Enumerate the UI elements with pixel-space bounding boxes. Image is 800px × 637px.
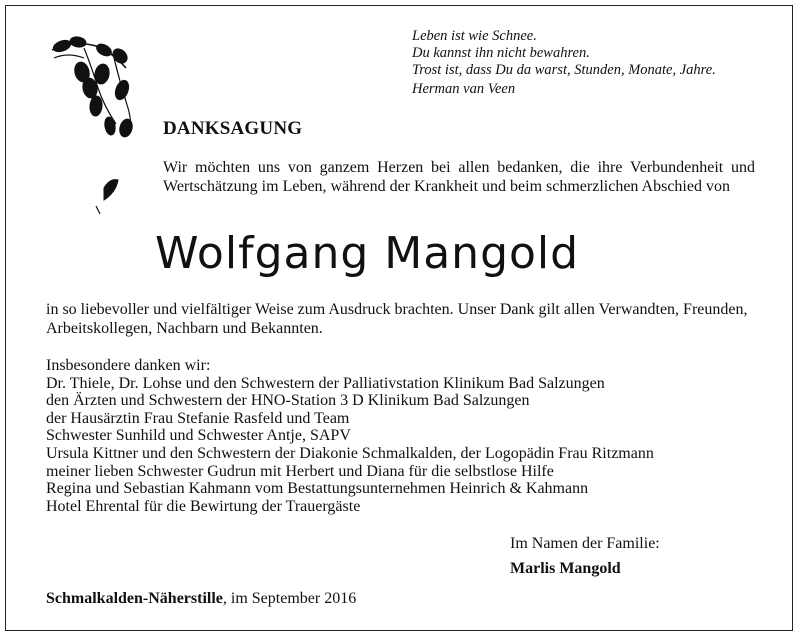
thanks-paragraph: in so liebevoller und vielfältiger Weise zum Ausdruck brachten. Unser Dank gilt allen Verwandten, Freunden, Arbeitskollegen, Nachbarn und Bekannten. xyxy=(46,301,748,337)
list-item: der Hausärztin Frau Stefanie Rasfeld und Team xyxy=(46,409,350,427)
place-date xyxy=(46,590,356,608)
poem-line: Trost ist, dass Du da warst, Stunden, Monate, Jahre. xyxy=(412,62,716,78)
list-item: Schwester Sunhild und Schwester Antje, SAPV xyxy=(46,427,351,445)
poem-line: Du kannst ihn nicht bewahren. xyxy=(412,45,590,61)
deceased-name xyxy=(155,228,579,279)
place-town: Schmalkalden-Näherstille xyxy=(46,590,223,607)
list-item: Dr. Thiele, Dr. Lohse und den Schwestern der Palliativstation Klinikum Bad Salzungen xyxy=(46,374,605,392)
deceased-name-text: Wolfgang Mangold xyxy=(155,228,580,279)
poem-author: Herman van Veen xyxy=(412,81,516,97)
signature-name: Marlis Mangold xyxy=(510,560,621,577)
poem-line: Leben ist wie Schnee. xyxy=(412,28,537,44)
signature-line: Im Namen der Familie: xyxy=(510,535,660,552)
list-item: Regina und Sebastian Kahmann vom Bestattungsunternehmen Heinrich & Kahmann xyxy=(46,480,589,498)
list-item: Ursula Kittner und den Schwestern der Diakonie Schmalkalden, der Logopädin Frau Ritzmann xyxy=(46,444,654,462)
page-title: DANKSAGUNG xyxy=(163,118,303,139)
signature-block xyxy=(510,531,660,581)
birch-branch-icon xyxy=(44,28,154,223)
memorial-poem xyxy=(412,28,716,98)
list-item: meiner lieben Schwester Gudrun mit Herbert und Diana für die selbstlose Hilfe xyxy=(46,462,554,480)
thanks-intro: Insbesondere danken wir: xyxy=(46,357,211,374)
place-date-text: , im September 2016 xyxy=(222,590,357,607)
list-item: den Ärzten und Schwestern der HNO-Station 3 D Klinikum Bad Salzungen xyxy=(46,392,530,410)
intro-text: Wir möchten uns von ganzem Herzen bei allen bedanken, die ihre Verbundenheit und Wertschätzung im Leben, während der Krankheit und beim schmerzlichen Abschied von xyxy=(163,159,755,195)
list-item: Hotel Ehrental für die Bewirtung der Trauergäste xyxy=(46,497,361,515)
thanks-list xyxy=(46,357,756,515)
